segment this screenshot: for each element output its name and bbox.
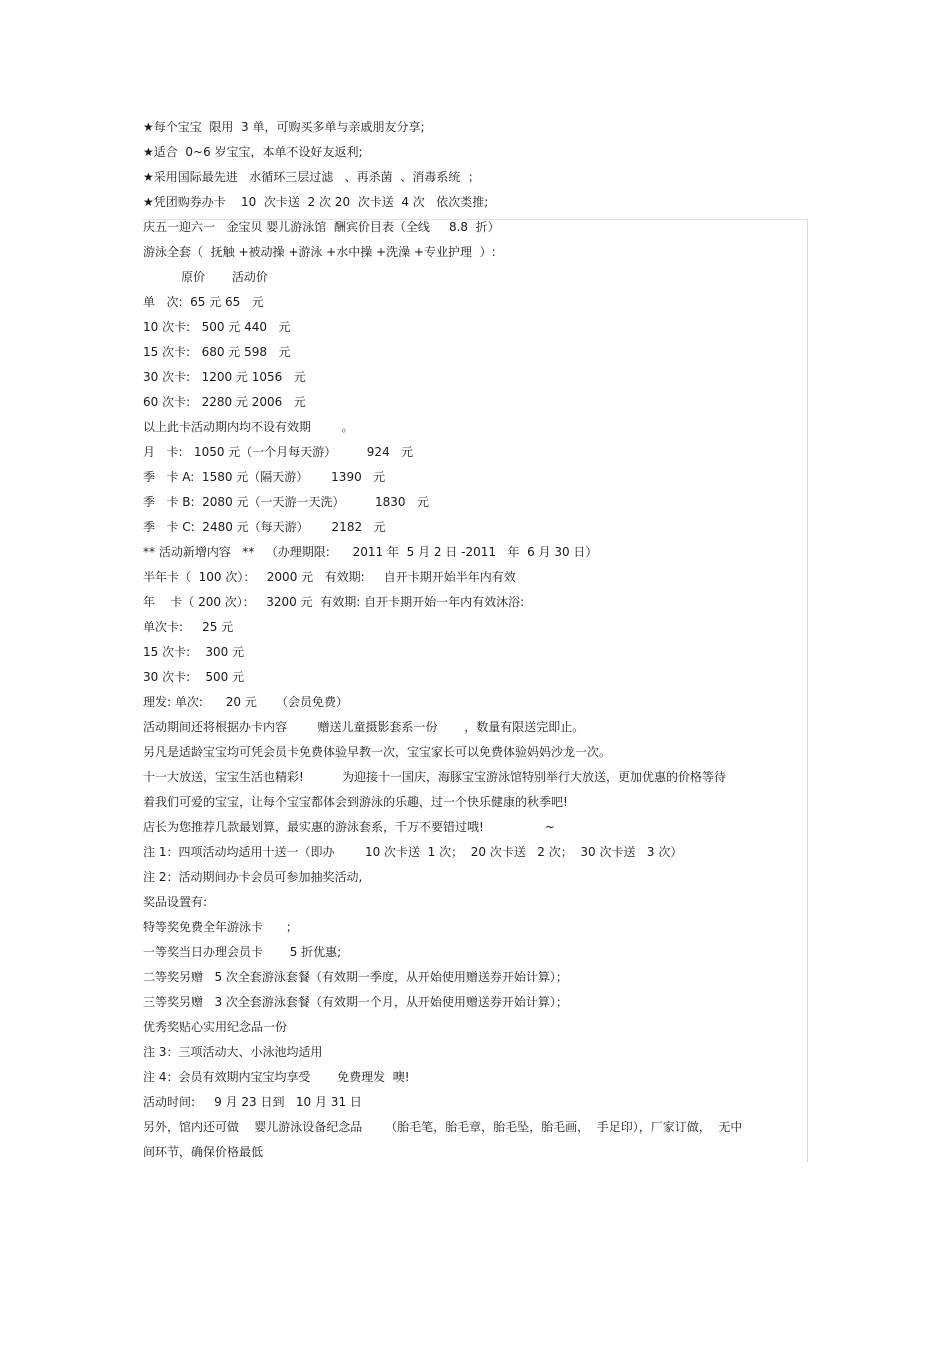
validity-note: 以上此卡活动期内均不设有效期 。: [143, 420, 354, 434]
bath-15: 15 次卡: 300 元: [143, 645, 245, 659]
table-border-right: [807, 219, 808, 1162]
note-2: 注 2：活动期间办卡会员可参加抽奖活动,: [143, 870, 363, 884]
star-note-2: ★适合 0~6 岁宝宝，本单不设好友返利;: [143, 145, 363, 159]
price-row-15: 15 次卡: 680 元 598 元: [143, 345, 291, 359]
early-education-note: 另凡是适龄宝宝均可凭会员卡免费体验早教一次，宝宝家长可以免费体验妈妈沙龙一次。: [143, 745, 612, 759]
prize-excellence: 优秀奖贴心实用纪念品一份: [143, 1020, 288, 1034]
activity-time: 活动时间: 9 月 23 日到 10 月 31 日: [143, 1095, 362, 1109]
prize-third: 三等奖另赠 3 次全套游泳套餐（有效期一个月，从开始使用赠送券开始计算）；: [143, 995, 568, 1009]
prize-first: 一等奖当日办理会员卡 5 折优惠;: [143, 945, 342, 959]
haircut-price: 理发: 单次: 20 元 （会员免费）: [143, 695, 348, 709]
star-note-4: ★凭团购券办卡 10 次卡送 2 次 20 次卡送 4 次 依次类推;: [143, 195, 489, 209]
full-package-heading: 游泳全套（ 抚触 +被动操 +游泳 +水中操 +洗澡 +专业护理 ）:: [143, 245, 496, 259]
year-card: 年 卡（ 200 次）： 3200 元 有效期: 自开卡期开始一年内有效沐浴:: [143, 595, 525, 609]
price-row-single: 单 次: 65 元 65 元: [143, 295, 264, 309]
note-4: 注 4：会员有效期内宝宝均享受 免费理发 噢!: [143, 1070, 410, 1084]
prizes-heading: 奖品设置有:: [143, 895, 208, 909]
price-row-season-b: 季 卡 B: 2080 元（一天游一天洗） 1830 元: [143, 495, 430, 509]
national-day-paragraph-2: 着我们可爱的宝宝，让每个宝宝都体会到游泳的乐趣，过一个快乐健康的秋季吧!: [143, 795, 568, 809]
price-table-title: 庆五一迎六一 金宝贝 婴儿游泳馆 酬宾价目表（全线 8.8 折）: [143, 220, 500, 234]
star-note-3: ★采用国际最先进 水循环三层过滤 、再杀菌 、消毒系统 ；: [143, 170, 480, 184]
national-day-paragraph-1: 十一大放送，宝宝生活也精彩! 为迎接十一国庆，海豚宝宝游泳馆特别举行大放送，更加优惠的价格等待: [143, 770, 726, 784]
note-1: 注 1：四项活动均适用十送一（即办 10 次卡送 1 次； 20 次卡送 2 次； 30 次卡送 3 次）: [143, 845, 683, 859]
souvenir-paragraph-2: 间环节，确保价格最低: [143, 1145, 264, 1159]
price-row-season-a: 季 卡 A: 1580 元（隔天游） 1390 元: [143, 470, 386, 484]
new-content-heading: ** 活动新增内容 ** （办理期限: 2011 年 5 月 2 日 -2011 年 6 月 30 日）: [143, 545, 598, 559]
price-row-30: 30 次卡: 1200 元 1056 元: [143, 370, 306, 384]
price-row-60: 60 次卡: 2280 元 2006 元: [143, 395, 306, 409]
photo-gift-note: 活动期间还将根据办卡内容 赠送儿童摄影套系一份 ，数量有限送完即止。: [143, 720, 585, 734]
price-row-10: 10 次卡: 500 元 440 元: [143, 320, 291, 334]
price-row-monthly: 月 卡: 1050 元（一个月每天游） 924 元: [143, 445, 414, 459]
bath-30: 30 次卡: 500 元: [143, 670, 245, 684]
prize-second: 二等奖另赠 5 次全套游泳套餐（有效期一季度，从开始使用赠送券开始计算）；: [143, 970, 568, 984]
price-column-headers: 原价 活动价: [143, 270, 268, 284]
souvenir-paragraph-1: 另外，馆内还可做 婴儿游泳设备纪念品 （胎毛笔，胎毛章，胎毛坠，胎毛画， 手足印），厂家订做， 无中: [143, 1120, 743, 1134]
star-note-1: ★每个宝宝 限用 3 单，可购买多单与亲戚朋友分享;: [143, 120, 425, 134]
half-year-card: 半年卡（ 100 次）： 2000 元 有效期: 自开卡期开始半年内有效: [143, 570, 516, 584]
note-3: 注 3：三项活动大、小泳池均适用: [143, 1045, 323, 1059]
prize-special: 特等奖免费全年游泳卡 ；: [143, 920, 298, 934]
bath-single: 单次卡: 25 元: [143, 620, 234, 634]
price-row-season-c: 季 卡 C: 2480 元（每天游） 2182 元: [143, 520, 386, 534]
manager-recommend: 店长为您推荐几款最划算，最实惠的游泳套系，千万不要错过哦! ~: [143, 820, 555, 834]
